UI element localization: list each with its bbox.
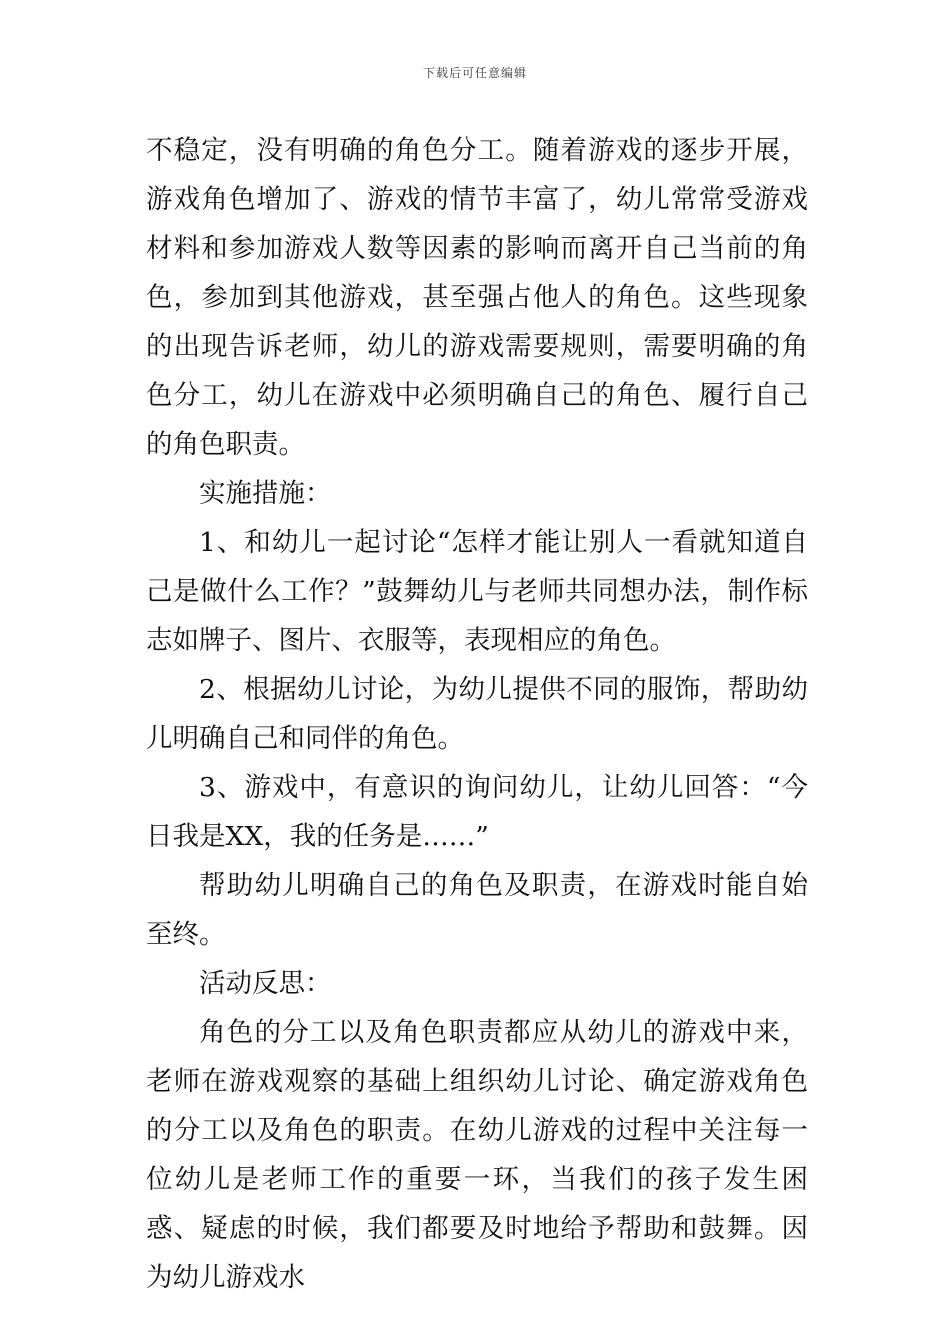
measure-item-1: 1、和幼儿一起讨论“怎样才能让别人一看就知道自己是做什么工作？”鼓舞幼儿与老师共同想办法，制作标志如牌子、图片、衣服等，表现相应的角色。 <box>146 527 808 656</box>
measure-summary: 帮助幼儿明确自己的角色及职责，在游戏时能自始至终。 <box>146 870 808 950</box>
section-heading-reflection: 活动反思： <box>199 968 332 999</box>
page-header: 下载后可任意编辑 <box>422 66 527 80</box>
measure-item-2: 2、根据幼儿讨论，为幼儿提供不同的服饰，帮助幼儿明确自己和同伴的角色。 <box>146 674 808 754</box>
section-heading-measures: 实施措施： <box>199 478 332 509</box>
measure-item-3: 3、游戏中，有意识的询问幼儿，让幼儿回答：“今日我是XX，我的任务是……” <box>146 772 808 852</box>
document-body <box>146 126 808 1302</box>
reflection-paragraph: 角色的分工以及角色职责都应从幼儿的游戏中来，老师在游戏观察的基础上组织幼儿讨论、确定游戏角色的分工以及角色的职责。在幼儿游戏的过程中关注每一位幼儿是老师工作的重要一环，当我们的孩子发生困惑、疑虑的时候，我们都要及时地给予帮助和鼓舞。因为幼儿游戏水 <box>146 1017 808 1293</box>
paragraph-continued: 不稳定，没有明确的角色分工。随着游戏的逐步开展，游戏角色增加了、游戏的情节丰富了，幼儿常常受游戏材料和参加游戏人数等因素的影响而离开自己当前的角色，参加到其他游戏，甚至强占他人的角色。这些现象的出现告诉老师，幼儿的游戏需要规则，需要明确的角色分工，幼儿在游戏中必须明确自己的角色、履行自己的角色职责。 <box>146 135 808 460</box>
